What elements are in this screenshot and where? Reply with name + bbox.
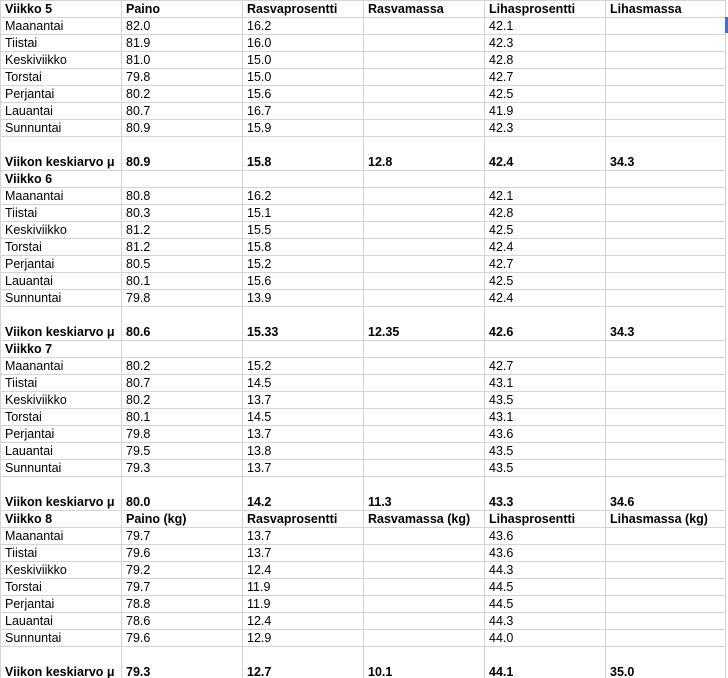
header-cell-col-4[interactable]: [485, 341, 606, 358]
data-cell-col-1[interactable]: 79.7: [122, 528, 243, 545]
data-cell-col-0[interactable]: Lauantai: [1, 103, 122, 120]
average-cell-col-2[interactable]: 14.2: [243, 477, 364, 511]
header-cell-col-0[interactable]: Viikko 5: [1, 1, 122, 18]
data-cell-col-3[interactable]: [364, 426, 485, 443]
header-cell-col-3[interactable]: Rasvamassa: [364, 1, 485, 18]
data-cell-col-2[interactable]: 12.4: [243, 613, 364, 630]
day-row: [1, 613, 726, 630]
data-cell-col-1[interactable]: 79.2: [122, 562, 243, 579]
data-cell-col-2[interactable]: 15.6: [243, 86, 364, 103]
day-row: [1, 545, 726, 562]
data-cell-col-1[interactable]: 79.5: [122, 443, 243, 460]
data-cell-col-4[interactable]: 42.5: [485, 222, 606, 239]
header-cell-col-5[interactable]: Lihasmassa (kg): [606, 511, 726, 528]
data-cell-col-3[interactable]: [364, 562, 485, 579]
average-cell-col-2[interactable]: 12.7: [243, 647, 364, 678]
header-cell-col-5[interactable]: [606, 171, 726, 188]
day-row: [1, 392, 726, 409]
data-cell-col-2[interactable]: 16.7: [243, 103, 364, 120]
data-cell-col-4[interactable]: 42.3: [485, 35, 606, 52]
data-cell-col-1[interactable]: 79.7: [122, 579, 243, 596]
day-row: [1, 528, 726, 545]
data-cell-col-5[interactable]: [606, 443, 726, 460]
data-cell-col-5[interactable]: [606, 205, 726, 222]
data-cell-col-1[interactable]: 81.0: [122, 52, 243, 69]
weekly-average-row: [1, 477, 726, 511]
day-row: [1, 579, 726, 596]
header-cell-col-3[interactable]: [364, 171, 485, 188]
data-cell-col-5[interactable]: [606, 596, 726, 613]
average-cell-col-4[interactable]: 44.1: [485, 647, 606, 678]
data-cell-col-2[interactable]: 16.2: [243, 188, 364, 205]
header-cell-col-2[interactable]: Rasvaprosentti: [243, 511, 364, 528]
header-cell-col-2[interactable]: [243, 171, 364, 188]
data-cell-col-3[interactable]: [364, 630, 485, 647]
week-header-row: [1, 171, 726, 188]
data-cell-col-2[interactable]: 15.0: [243, 69, 364, 86]
average-cell-col-1[interactable]: 80.6: [122, 307, 243, 341]
data-cell-col-2[interactable]: 13.7: [243, 528, 364, 545]
data-cell-col-0[interactable]: Keskiviikko: [1, 562, 122, 579]
data-cell-col-4[interactable]: 43.5: [485, 460, 606, 477]
header-cell-col-5[interactable]: [606, 341, 726, 358]
data-cell-col-5[interactable]: [606, 375, 726, 392]
day-row: [1, 630, 726, 647]
data-cell-col-5[interactable]: [606, 222, 726, 239]
data-cell-col-0[interactable]: Maanantai: [1, 528, 122, 545]
data-cell-col-4[interactable]: 42.8: [485, 52, 606, 69]
average-cell-col-5[interactable]: 34.6: [606, 477, 726, 511]
average-cell-col-0[interactable]: Viikon keskiarvo μ: [1, 477, 122, 511]
header-cell-col-1[interactable]: Paino (kg): [122, 511, 243, 528]
day-row: [1, 239, 726, 256]
data-cell-col-5[interactable]: [606, 35, 726, 52]
data-cell-col-2[interactable]: 14.5: [243, 375, 364, 392]
data-cell-col-2[interactable]: 13.9: [243, 290, 364, 307]
data-cell-col-2[interactable]: 16.2: [243, 18, 364, 35]
data-cell-col-5[interactable]: [606, 579, 726, 596]
average-cell-col-5[interactable]: 35.0: [606, 647, 726, 678]
data-cell-col-4[interactable]: 44.3: [485, 562, 606, 579]
day-row: [1, 358, 726, 375]
header-cell-col-0[interactable]: Viikko 7: [1, 341, 122, 358]
data-cell-col-1[interactable]: 80.3: [122, 205, 243, 222]
average-cell-col-1[interactable]: 80.0: [122, 477, 243, 511]
day-row: [1, 18, 726, 35]
data-cell-col-2[interactable]: 12.4: [243, 562, 364, 579]
data-cell-col-3[interactable]: [364, 358, 485, 375]
data-cell-col-0[interactable]: Maanantai: [1, 358, 122, 375]
header-cell-col-3[interactable]: Rasvamassa (kg): [364, 511, 485, 528]
data-cell-col-2[interactable]: 15.2: [243, 256, 364, 273]
data-cell-col-5[interactable]: [606, 426, 726, 443]
weekly-average-row: [1, 647, 726, 678]
header-cell-col-5[interactable]: Lihasmassa: [606, 1, 726, 18]
data-cell-col-3[interactable]: [364, 35, 485, 52]
data-cell-col-5[interactable]: [606, 239, 726, 256]
data-cell-col-2[interactable]: 13.7: [243, 426, 364, 443]
data-cell-col-5[interactable]: [606, 545, 726, 562]
data-cell-col-2[interactable]: 15.6: [243, 273, 364, 290]
data-cell-col-3[interactable]: [364, 460, 485, 477]
data-cell-col-3[interactable]: [364, 188, 485, 205]
day-row: [1, 443, 726, 460]
data-cell-col-2[interactable]: 12.9: [243, 630, 364, 647]
day-row: [1, 35, 726, 52]
week-header-row: [1, 511, 726, 528]
average-cell-col-3[interactable]: 12.35: [364, 307, 485, 341]
data-cell-col-0[interactable]: Keskiviikko: [1, 222, 122, 239]
week-header-row: [1, 1, 726, 18]
data-cell-col-3[interactable]: [364, 613, 485, 630]
header-cell-col-1[interactable]: [122, 341, 243, 358]
data-cell-col-0[interactable]: Maanantai: [1, 18, 122, 35]
data-cell-col-0[interactable]: Maanantai: [1, 188, 122, 205]
day-row: [1, 52, 726, 69]
data-cell-col-5[interactable]: [606, 290, 726, 307]
data-cell-col-2[interactable]: 11.9: [243, 579, 364, 596]
day-row: [1, 188, 726, 205]
data-cell-col-3[interactable]: [364, 52, 485, 69]
data-cell-col-5[interactable]: [606, 562, 726, 579]
data-cell-col-4[interactable]: 43.1: [485, 375, 606, 392]
average-cell-col-0[interactable]: Viikon keskiarvo μ: [1, 137, 122, 171]
header-cell-col-2[interactable]: [243, 341, 364, 358]
data-cell-col-0[interactable]: Perjantai: [1, 86, 122, 103]
data-cell-col-3[interactable]: [364, 596, 485, 613]
data-cell-col-3[interactable]: [364, 222, 485, 239]
header-cell-col-2[interactable]: Rasvaprosentti: [243, 1, 364, 18]
data-cell-col-2[interactable]: 15.0: [243, 52, 364, 69]
data-cell-col-5[interactable]: [606, 358, 726, 375]
average-cell-col-0[interactable]: Viikon keskiarvo μ: [1, 647, 122, 678]
data-cell-col-3[interactable]: [364, 528, 485, 545]
data-cell-col-3[interactable]: [364, 579, 485, 596]
data-cell-col-2[interactable]: 14.5: [243, 409, 364, 426]
day-row: [1, 375, 726, 392]
day-row: [1, 273, 726, 290]
data-cell-col-3[interactable]: [364, 256, 485, 273]
data-cell-col-4[interactable]: 42.1: [485, 18, 606, 35]
day-row: [1, 69, 726, 86]
data-cell-col-0[interactable]: Tiistai: [1, 375, 122, 392]
data-cell-col-2[interactable]: 16.0: [243, 35, 364, 52]
data-cell-col-0[interactable]: Sunnuntai: [1, 290, 122, 307]
data-cell-col-1[interactable]: 80.8: [122, 188, 243, 205]
data-cell-col-1[interactable]: 82.0: [122, 18, 243, 35]
data-cell-col-0[interactable]: Tiistai: [1, 205, 122, 222]
data-cell-col-4[interactable]: 43.5: [485, 443, 606, 460]
average-cell-col-4[interactable]: 42.6: [485, 307, 606, 341]
header-cell-col-3[interactable]: [364, 341, 485, 358]
data-cell-col-0[interactable]: Tiistai: [1, 35, 122, 52]
data-cell-col-4[interactable]: 43.6: [485, 545, 606, 562]
data-cell-col-5[interactable]: [606, 630, 726, 647]
data-cell-col-0[interactable]: Perjantai: [1, 256, 122, 273]
data-cell-col-0[interactable]: Perjantai: [1, 426, 122, 443]
data-cell-col-5[interactable]: [606, 256, 726, 273]
data-cell-col-2[interactable]: 13.8: [243, 443, 364, 460]
data-cell-col-5[interactable]: [606, 273, 726, 290]
data-cell-col-0[interactable]: Torstai: [1, 239, 122, 256]
data-cell-col-5[interactable]: [606, 528, 726, 545]
data-cell-col-0[interactable]: Torstai: [1, 579, 122, 596]
data-cell-col-1[interactable]: 81.9: [122, 35, 243, 52]
average-cell-col-2[interactable]: 15.8: [243, 137, 364, 171]
data-cell-col-4[interactable]: 44.3: [485, 613, 606, 630]
data-cell-col-4[interactable]: 42.1: [485, 188, 606, 205]
day-row: [1, 86, 726, 103]
average-cell-col-0[interactable]: Viikon keskiarvo μ: [1, 307, 122, 341]
data-cell-col-1[interactable]: 80.2: [122, 392, 243, 409]
data-cell-col-1[interactable]: 80.2: [122, 358, 243, 375]
data-cell-col-3[interactable]: [364, 69, 485, 86]
average-cell-col-4[interactable]: 42.4: [485, 137, 606, 171]
data-cell-col-0[interactable]: Keskiviikko: [1, 392, 122, 409]
data-cell-col-4[interactable]: 44.5: [485, 596, 606, 613]
data-cell-col-0[interactable]: Sunnuntai: [1, 630, 122, 647]
day-row: [1, 103, 726, 120]
day-row: [1, 596, 726, 613]
day-row: [1, 222, 726, 239]
average-cell-col-1[interactable]: 79.3: [122, 647, 243, 678]
data-cell-col-4[interactable]: 43.5: [485, 392, 606, 409]
data-cell-col-5[interactable]: [606, 69, 726, 86]
data-cell-col-4[interactable]: 41.9: [485, 103, 606, 120]
data-cell-col-4[interactable]: 42.4: [485, 239, 606, 256]
data-cell-col-1[interactable]: 80.7: [122, 103, 243, 120]
data-cell-col-4[interactable]: 44.0: [485, 630, 606, 647]
data-cell-col-4[interactable]: 43.1: [485, 409, 606, 426]
data-cell-col-3[interactable]: [364, 290, 485, 307]
data-cell-col-3[interactable]: [364, 409, 485, 426]
data-cell-col-5[interactable]: [606, 613, 726, 630]
data-cell-col-5[interactable]: [606, 120, 726, 137]
data-cell-col-0[interactable]: Lauantai: [1, 613, 122, 630]
weekly-average-row: [1, 307, 726, 341]
data-cell-col-0[interactable]: Torstai: [1, 69, 122, 86]
data-cell-col-0[interactable]: Sunnuntai: [1, 120, 122, 137]
data-cell-col-1[interactable]: 78.8: [122, 596, 243, 613]
week-header-row: [1, 341, 726, 358]
day-row: [1, 205, 726, 222]
data-cell-col-2[interactable]: 15.2: [243, 358, 364, 375]
data-cell-col-2[interactable]: 13.7: [243, 460, 364, 477]
header-cell-col-0[interactable]: Viikko 6: [1, 171, 122, 188]
data-cell-col-5[interactable]: [606, 18, 726, 35]
header-cell-col-0[interactable]: Viikko 8: [1, 511, 122, 528]
data-cell-col-1[interactable]: 81.2: [122, 222, 243, 239]
day-row: [1, 562, 726, 579]
data-cell-col-5[interactable]: [606, 409, 726, 426]
data-cell-col-3[interactable]: [364, 18, 485, 35]
data-cell-col-1[interactable]: 81.2: [122, 239, 243, 256]
data-cell-col-4[interactable]: 42.7: [485, 69, 606, 86]
data-cell-col-4[interactable]: 42.3: [485, 120, 606, 137]
average-cell-col-2[interactable]: 15.33: [243, 307, 364, 341]
data-cell-col-0[interactable]: Lauantai: [1, 273, 122, 290]
data-cell-col-3[interactable]: [364, 545, 485, 562]
data-cell-col-3[interactable]: [364, 205, 485, 222]
header-cell-col-4[interactable]: Lihasprosentti: [485, 1, 606, 18]
data-cell-col-0[interactable]: Tiistai: [1, 545, 122, 562]
data-cell-col-4[interactable]: 44.5: [485, 579, 606, 596]
weekly-average-row: [1, 137, 726, 171]
average-cell-col-1[interactable]: 80.9: [122, 137, 243, 171]
data-cell-col-5[interactable]: [606, 103, 726, 120]
data-cell-col-2[interactable]: 15.1: [243, 205, 364, 222]
data-cell-col-2[interactable]: 15.5: [243, 222, 364, 239]
data-cell-col-0[interactable]: Lauantai: [1, 443, 122, 460]
data-cell-col-1[interactable]: 80.1: [122, 409, 243, 426]
data-cell-col-5[interactable]: [606, 460, 726, 477]
day-row: [1, 290, 726, 307]
data-cell-col-2[interactable]: 13.7: [243, 392, 364, 409]
data-cell-col-1[interactable]: 79.8: [122, 426, 243, 443]
data-cell-col-1[interactable]: 80.7: [122, 375, 243, 392]
day-row: [1, 426, 726, 443]
day-row: [1, 409, 726, 426]
data-cell-col-4[interactable]: 43.6: [485, 528, 606, 545]
data-cell-col-2[interactable]: 15.8: [243, 239, 364, 256]
data-cell-col-5[interactable]: [606, 188, 726, 205]
data-cell-col-4[interactable]: 42.7: [485, 256, 606, 273]
data-cell-col-4[interactable]: 43.6: [485, 426, 606, 443]
data-cell-col-3[interactable]: [364, 273, 485, 290]
data-cell-col-2[interactable]: 13.7: [243, 545, 364, 562]
average-cell-col-5[interactable]: 34.3: [606, 137, 726, 171]
data-cell-col-5[interactable]: [606, 86, 726, 103]
data-cell-col-3[interactable]: [364, 103, 485, 120]
data-cell-col-5[interactable]: [606, 392, 726, 409]
data-cell-col-1[interactable]: 79.6: [122, 630, 243, 647]
data-cell-col-1[interactable]: 78.6: [122, 613, 243, 630]
data-cell-col-0[interactable]: Perjantai: [1, 596, 122, 613]
data-cell-col-0[interactable]: Keskiviikko: [1, 52, 122, 69]
average-cell-col-4[interactable]: 43.3: [485, 477, 606, 511]
data-cell-col-4[interactable]: 42.5: [485, 273, 606, 290]
data-cell-col-1[interactable]: 80.9: [122, 120, 243, 137]
data-cell-col-1[interactable]: 80.5: [122, 256, 243, 273]
data-cell-col-4[interactable]: 42.5: [485, 86, 606, 103]
data-cell-col-0[interactable]: Torstai: [1, 409, 122, 426]
average-cell-col-3[interactable]: 11.3: [364, 477, 485, 511]
header-cell-col-1[interactable]: [122, 171, 243, 188]
day-row: [1, 256, 726, 273]
average-cell-col-3[interactable]: 10.1: [364, 647, 485, 678]
data-cell-col-3[interactable]: [364, 392, 485, 409]
data-cell-col-2[interactable]: 11.9: [243, 596, 364, 613]
data-cell-col-1[interactable]: 79.8: [122, 69, 243, 86]
data-cell-col-4[interactable]: 42.4: [485, 290, 606, 307]
data-cell-col-0[interactable]: Sunnuntai: [1, 460, 122, 477]
header-cell-col-1[interactable]: Paino: [122, 1, 243, 18]
data-cell-col-5[interactable]: [606, 52, 726, 69]
data-cell-col-4[interactable]: 42.7: [485, 358, 606, 375]
header-cell-col-4[interactable]: [485, 171, 606, 188]
data-cell-col-2[interactable]: 15.9: [243, 120, 364, 137]
header-cell-col-4[interactable]: Lihasprosentti: [485, 511, 606, 528]
data-cell-col-1[interactable]: 79.6: [122, 545, 243, 562]
data-cell-col-3[interactable]: [364, 239, 485, 256]
data-cell-col-1[interactable]: 79.3: [122, 460, 243, 477]
data-cell-col-1[interactable]: 79.8: [122, 290, 243, 307]
data-cell-col-1[interactable]: 80.2: [122, 86, 243, 103]
data-cell-col-3[interactable]: [364, 86, 485, 103]
day-row: [1, 460, 726, 477]
day-row: [1, 120, 726, 137]
data-cell-col-1[interactable]: 80.1: [122, 273, 243, 290]
data-cell-col-3[interactable]: [364, 120, 485, 137]
data-cell-col-4[interactable]: 42.8: [485, 205, 606, 222]
data-cell-col-3[interactable]: [364, 375, 485, 392]
data-cell-col-3[interactable]: [364, 443, 485, 460]
average-cell-col-3[interactable]: 12.8: [364, 137, 485, 171]
average-cell-col-5[interactable]: 34.3: [606, 307, 726, 341]
